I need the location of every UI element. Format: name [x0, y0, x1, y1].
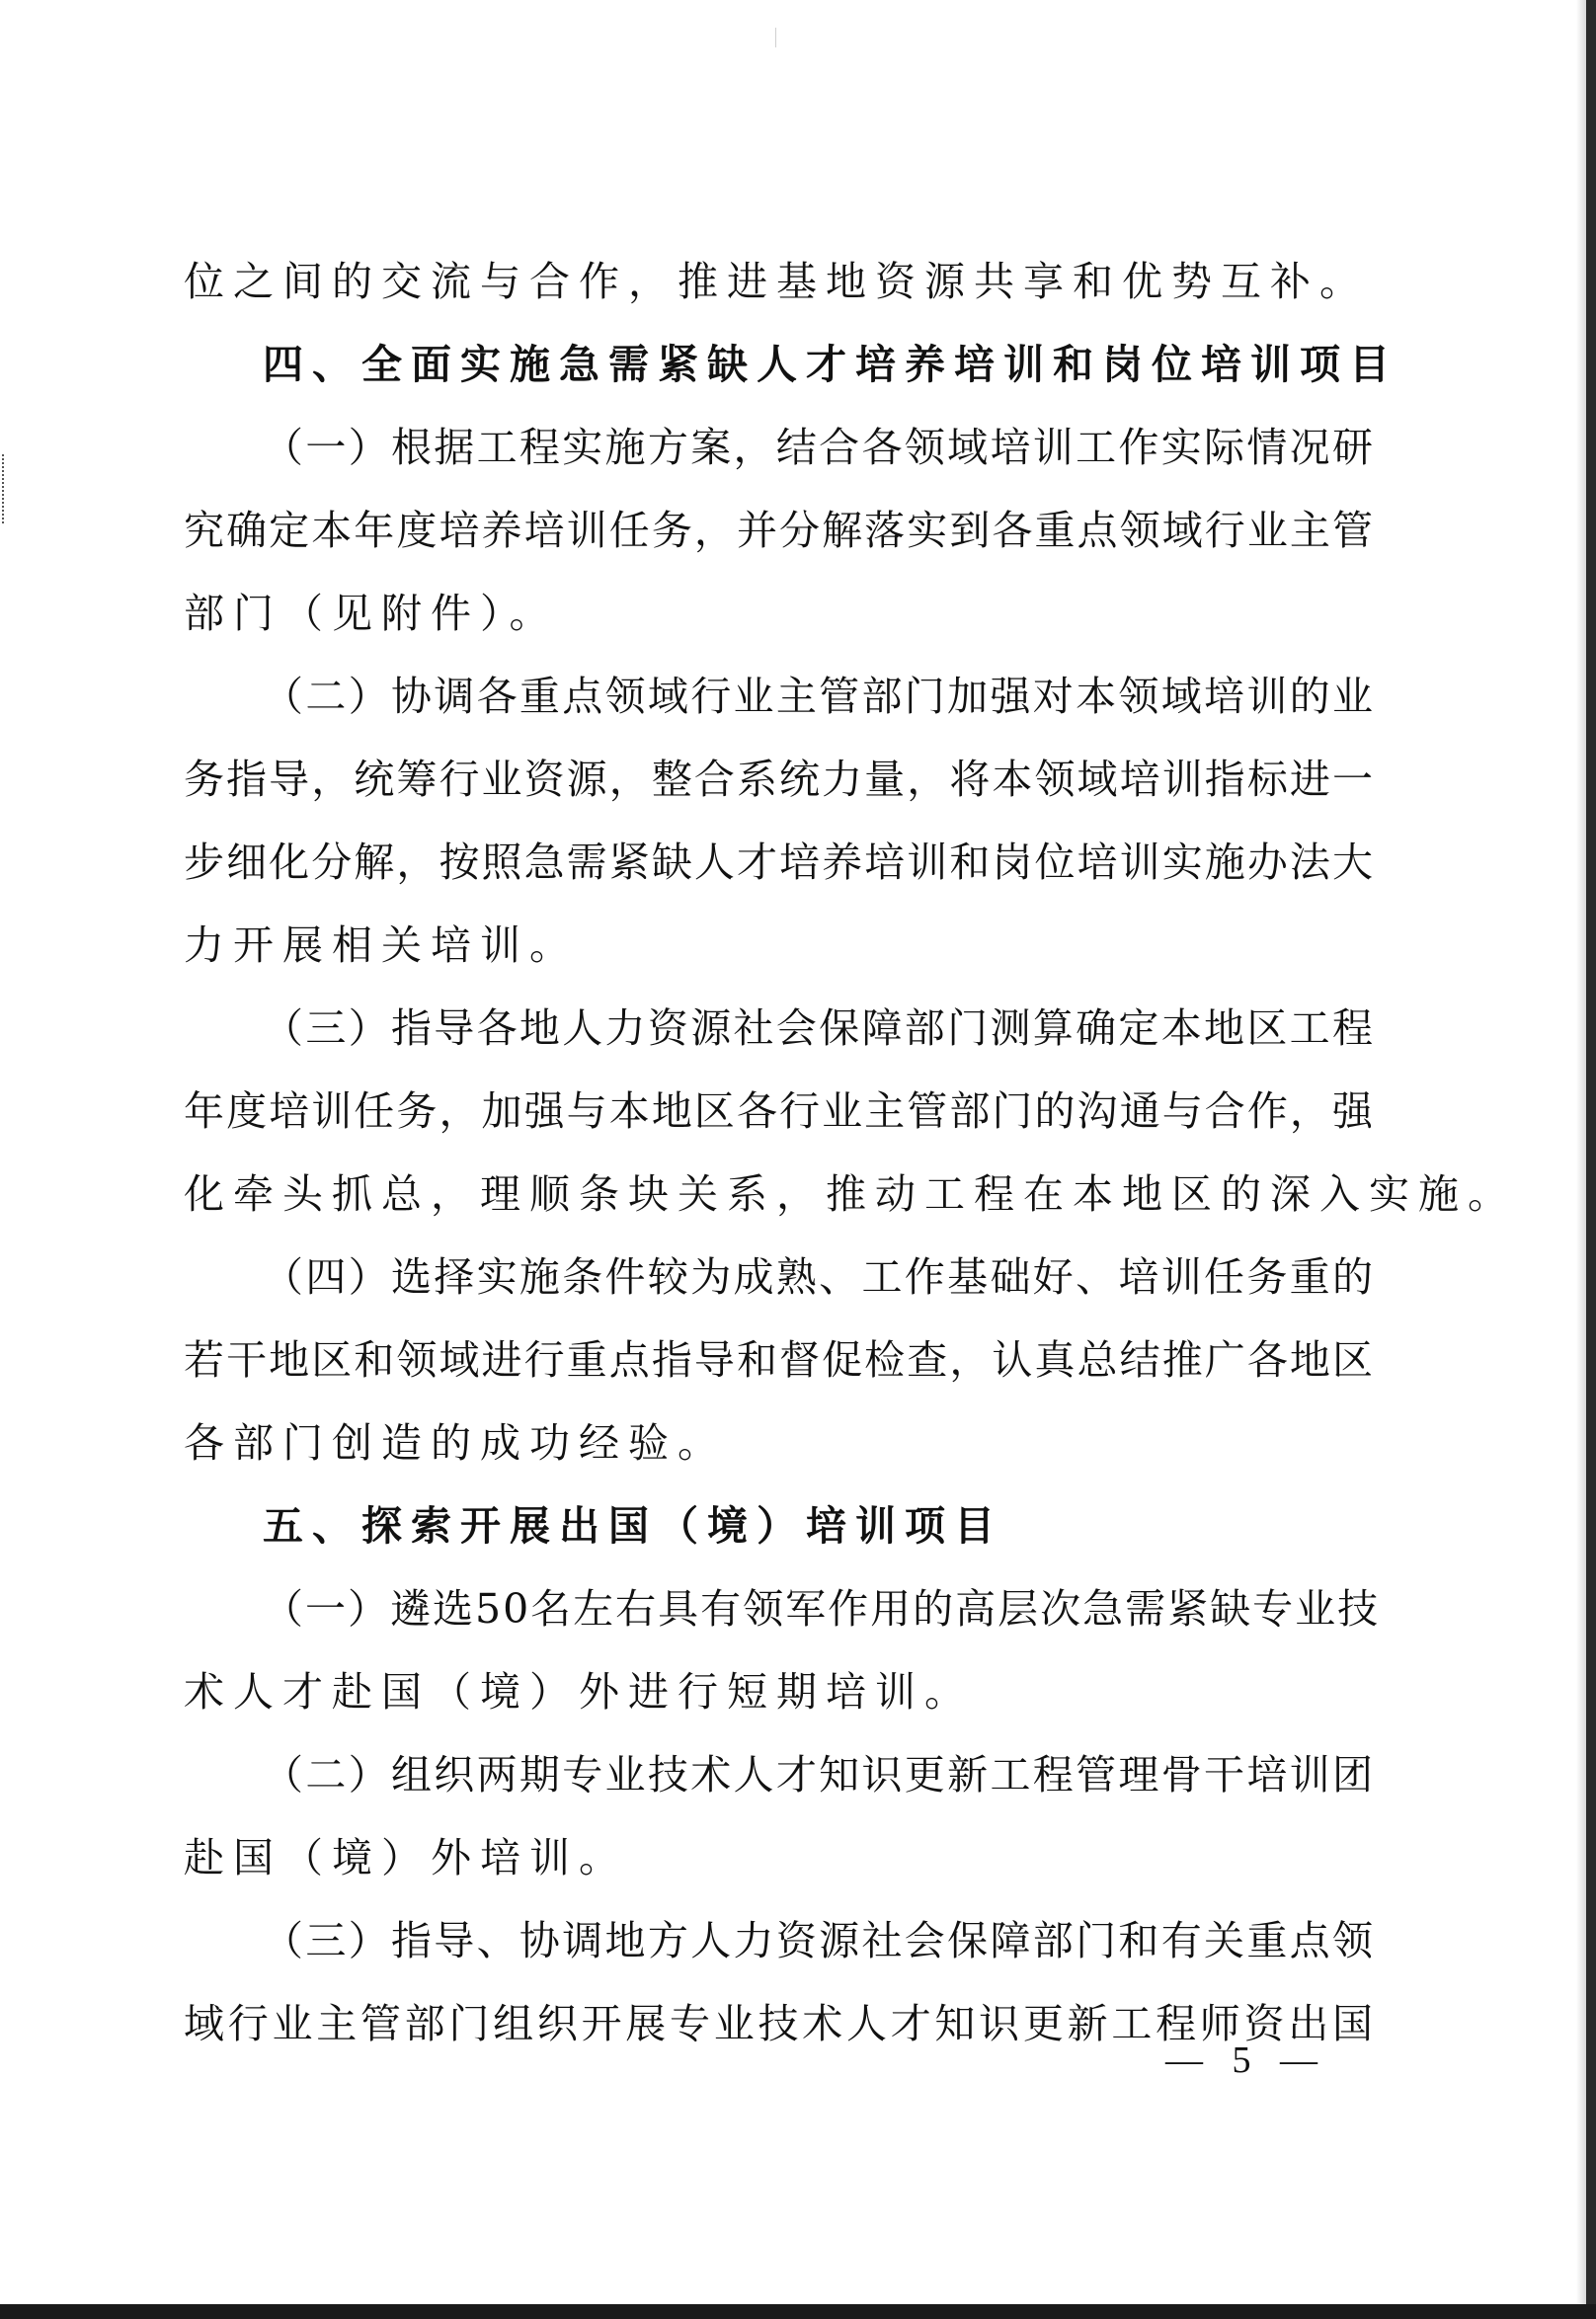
scan-border [1586, 0, 1596, 2319]
scan-border [0, 2304, 1596, 2319]
paragraph-line: （二）组织两期专业技术人才知识更新工程管理骨干培训团 [263, 1751, 1375, 1799]
paragraph-line: （三）指导、协调地方人力资源社会保障部门和有关重点领 [263, 1917, 1375, 1964]
paragraph-line: （四）选择实施条件较为成熟、工作基础好、培训任务重的 [263, 1253, 1375, 1301]
paragraph-line: 域行业主管部门组织开展专业技术人才知识更新工程师资出国 [184, 2000, 1375, 2047]
paragraph-line: 赴国（境）外培训。 [184, 1834, 628, 1881]
page-number: — 5 — [1165, 2039, 1327, 2081]
paragraph-line: 若干地区和领域进行重点指导和督促检查，认真总结推广各地区 [184, 1336, 1375, 1384]
paragraph-line: （三）指导各地人力资源社会保障部门测算确定本地区工程 [263, 1004, 1375, 1052]
paragraph-line: 务指导，统筹行业资源，整合系统力量，将本领域培训指标进一 [184, 756, 1375, 803]
scan-artifact [775, 28, 776, 47]
scan-border [1576, 0, 1586, 2319]
paragraph-line: （二）协调各重点领域行业主管部门加强对本领域培训的业 [263, 673, 1375, 720]
paragraph-line: （一）遴选50名左右具有领军作用的高层次急需紧缺专业技 [263, 1585, 1381, 1633]
paragraph-line: 术人才赴国（境）外进行短期培训。 [184, 1668, 974, 1716]
paragraph-line: 位之间的交流与合作，推进基地资源共享和优势互补。 [184, 258, 1369, 305]
paragraph-line: 各部门创造的成功经验。 [184, 1419, 727, 1467]
paragraph-line: （一）根据工程实施方案，结合各领域培训工作实际情况研 [263, 424, 1375, 471]
paragraph-line: 化牵头抓总，理顺条块关系，推动工程在本地区的深入实施。 [184, 1170, 1517, 1218]
paragraph-line: 步细化分解，按照急需紧缺人才培养培训和岗位培训实施办法大 [184, 839, 1375, 886]
section-heading: 四、全面实施急需紧缺人才培养培训和岗位培训项目 [263, 341, 1398, 388]
paragraph-line: 年度培训任务，加强与本地区各行业主管部门的沟通与合作，强 [184, 1087, 1375, 1135]
paragraph-line: 究确定本年度培养培训任务，并分解落实到各重点领域行业主管 [184, 507, 1375, 554]
scan-edge-mark [2, 454, 7, 523]
paragraph-line: 力开展相关培训。 [184, 921, 579, 969]
section-heading: 五、探索开展出国（境）培训项目 [263, 1502, 1003, 1550]
paragraph-line: 部门（见附件）。 [184, 590, 559, 637]
